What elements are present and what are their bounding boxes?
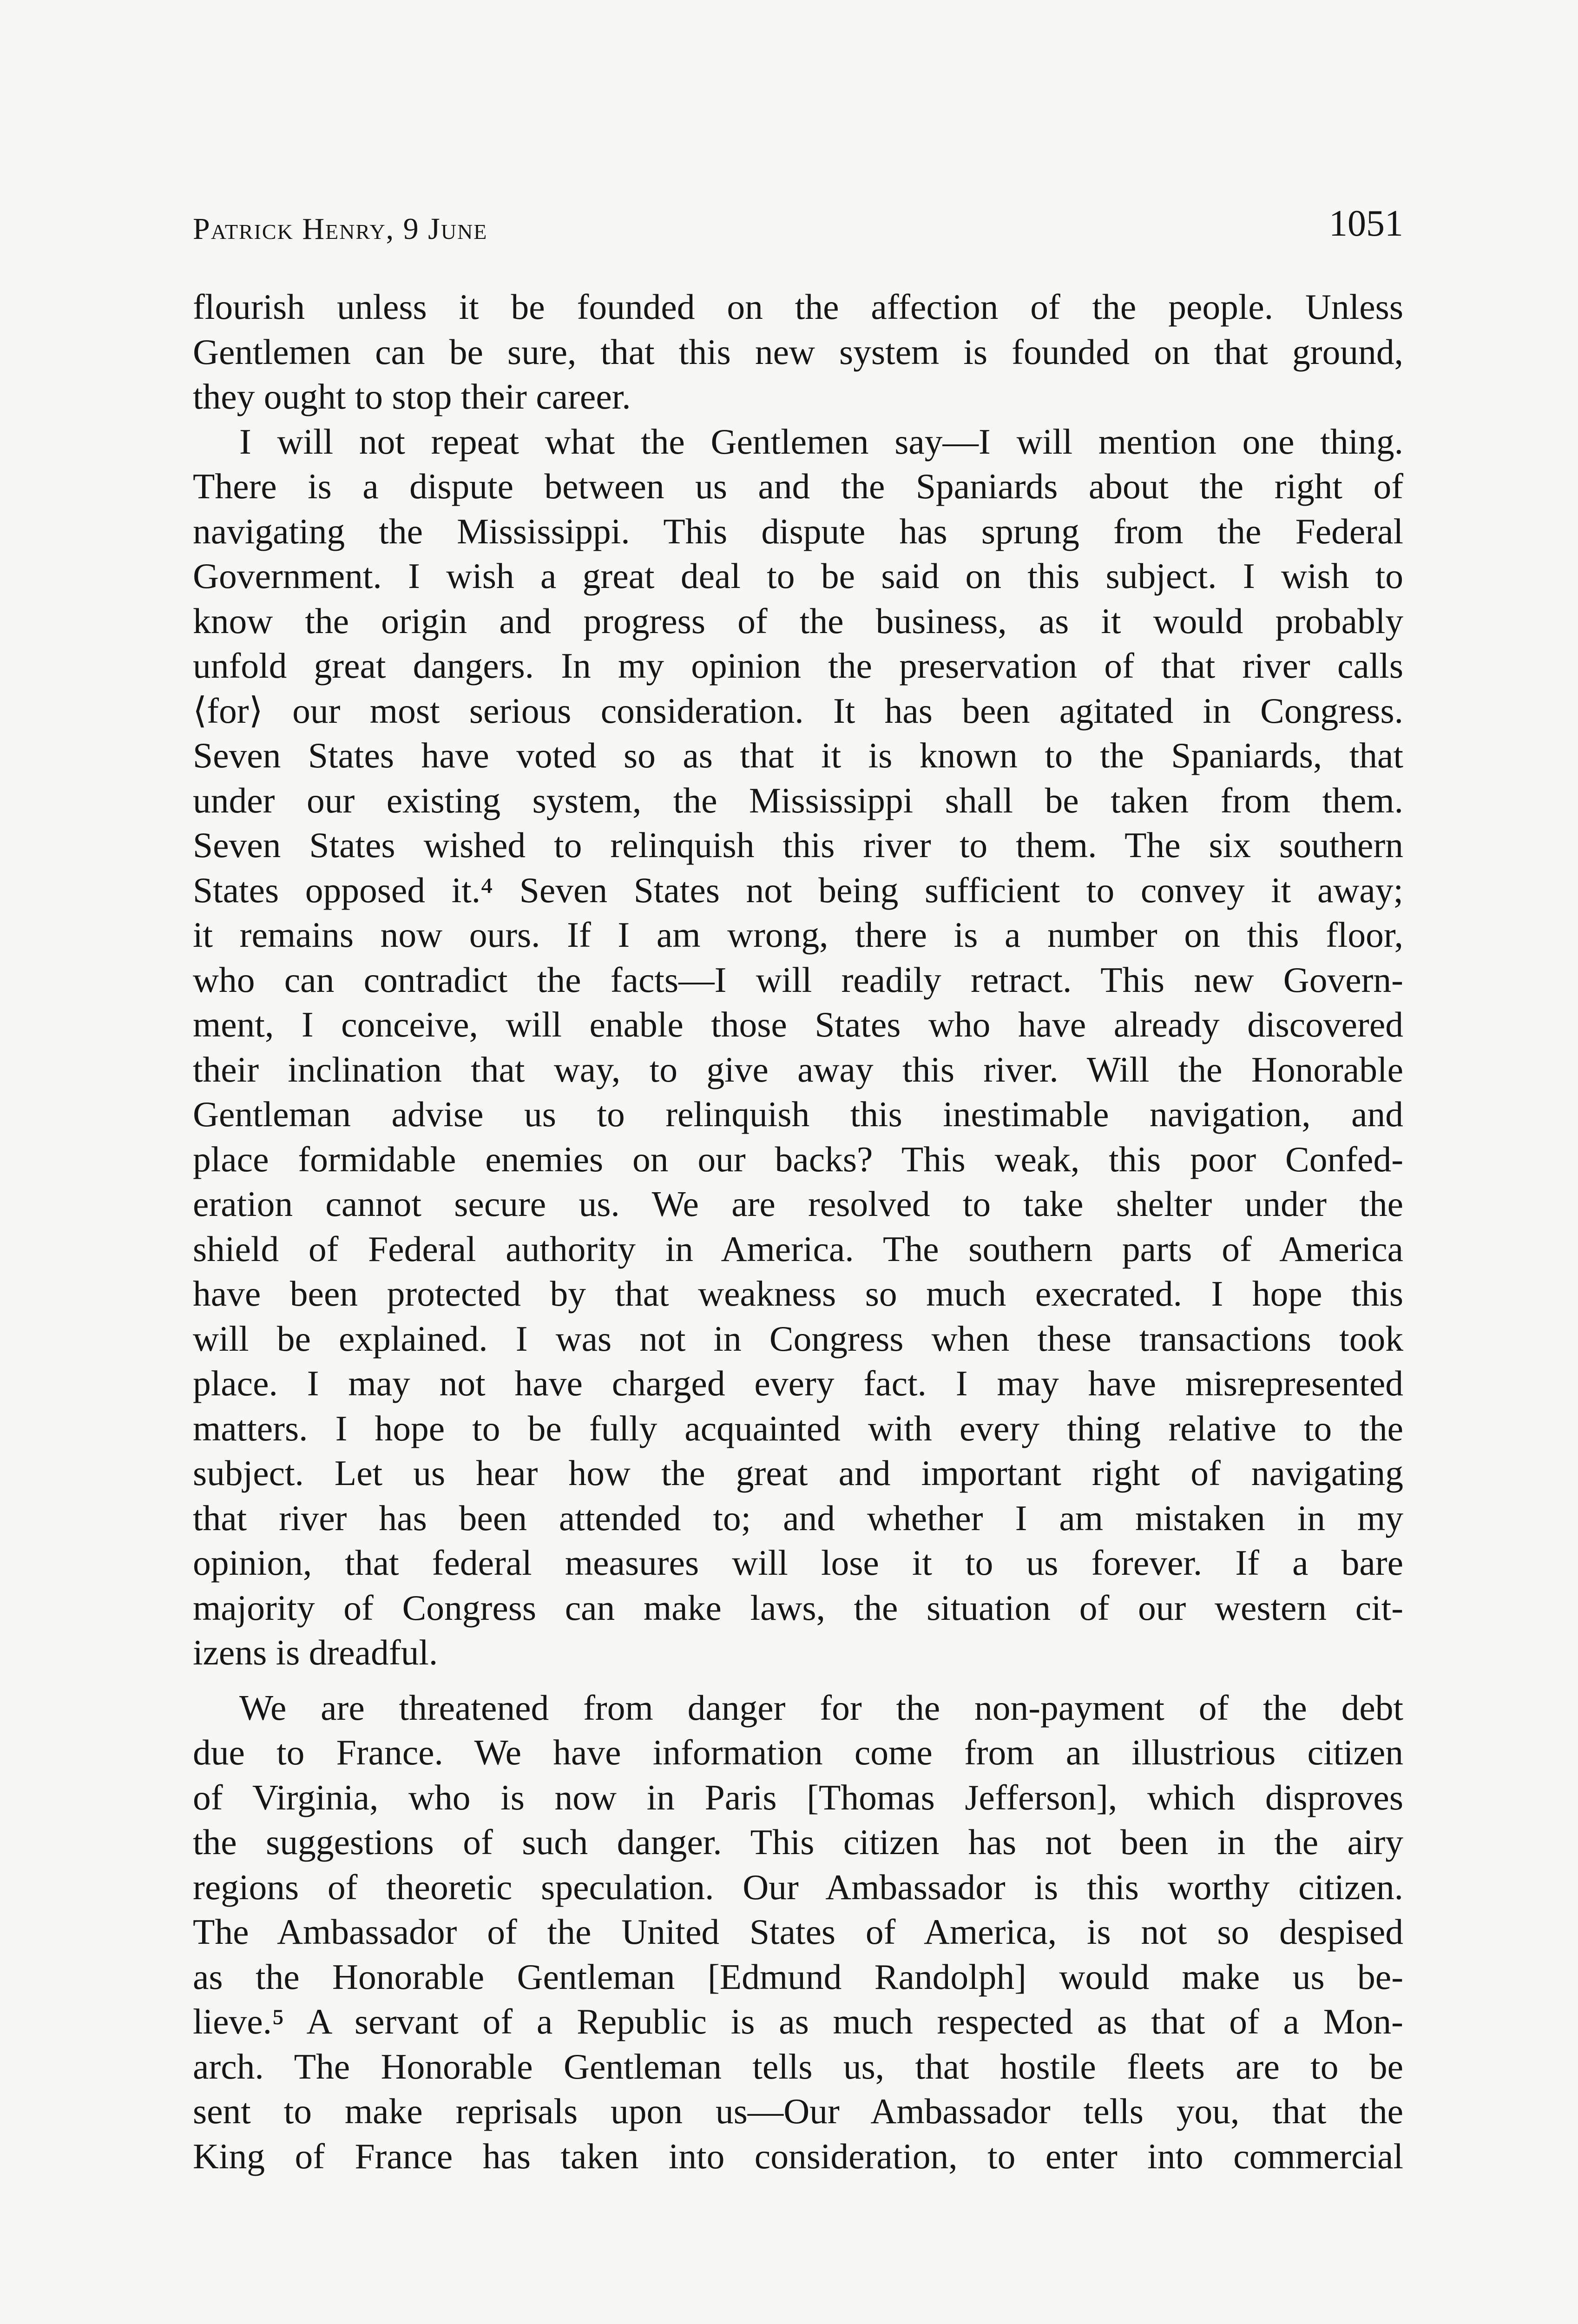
text-line: who can contradict the facts—I will readily retract. This new Govern- [193, 959, 1403, 1000]
text-line: Gentleman advise us to relinquish this inestimable navigation, and [193, 1094, 1403, 1134]
body-text [193, 284, 1403, 2179]
text-line: have been protected by that weakness so much execrated. I hope this [193, 1274, 1403, 1314]
text-line: majority of Congress can make laws, the situation of our western cit- [193, 1587, 1403, 1628]
text-line: Government. I wish a great deal to be said on this subject. I wish to [193, 556, 1403, 596]
text-line: due to France. We have information come from an illustrious citizen [193, 1732, 1403, 1772]
text-line: unfold great dangers. In my opinion the preservation of that river calls [193, 646, 1403, 686]
text-line: Seven States have voted so as that it is known to the Spaniards, that [193, 735, 1403, 775]
text-line: I will not repeat what the Gentlemen say—I will mention one thing. [239, 421, 1403, 462]
text-line: regions of theoretic speculation. Our Ambassador is this worthy citizen. [193, 1867, 1403, 1907]
text-line: sent to make reprisals upon us—Our Ambassador tells you, that the [193, 2091, 1403, 2131]
text-line: The Ambassador of the United States of America, is not so despised [193, 1912, 1403, 1952]
text-line: navigating the Mississippi. This dispute has sprung from the Federal [193, 511, 1403, 551]
text-line: arch. The Honorable Gentleman tells us, that hostile fleets are to be [193, 2046, 1403, 2086]
text-line: under our existing system, the Mississippi shall be taken from them. [193, 780, 1403, 820]
text-line: place. I may not have charged every fact. I may have misrepresented [193, 1363, 1403, 1403]
text-line: matters. I hope to be fully acquainted with every thing relative to the [193, 1408, 1403, 1448]
text-line: their inclination that way, to give away this river. Will the Honorable [193, 1049, 1403, 1089]
text-line: subject. Let us hear how the great and important right of navigating [193, 1453, 1403, 1493]
text-line: opinion, that federal measures will lose it to us forever. If a bare [193, 1543, 1403, 1583]
running-title: Patrick Henry, 9 June [193, 212, 488, 246]
text-line: Gentlemen can be sure, that this new system is founded on that ground, [193, 331, 1403, 372]
page-number: 1051 [1329, 203, 1403, 244]
text-line: eration cannot secure us. We are resolved to take shelter under the [193, 1184, 1403, 1224]
running-head [193, 204, 1403, 255]
text-line: flourish unless it be founded on the affection of the people. Unless [193, 287, 1403, 327]
text-line: Seven States wished to relinquish this river to them. The six southern [193, 825, 1403, 865]
text-line: lieve.⁵ A servant of a Republic is as much respected as that of a Mon- [193, 2001, 1403, 2041]
text-line: King of France has taken into consideration, to enter into commercial [193, 2136, 1403, 2176]
text-line: place formidable enemies on our backs? This weak, this poor Confed- [193, 1139, 1403, 1179]
text-line: ⟨for⟩ our most serious consideration. It has been agitated in Congress. [193, 690, 1403, 731]
text-line: will be explained. I was not in Congress when these transactions took [193, 1318, 1403, 1359]
text-line: it remains now ours. If I am wrong, there is a number on this floor, [193, 915, 1403, 955]
text-line: know the origin and progress of the business, as it would probably [193, 601, 1403, 641]
text-line: States opposed it.⁴ Seven States not being sufficient to convey it away; [193, 870, 1403, 910]
text-line: the suggestions of such danger. This citizen has not been in the airy [193, 1822, 1403, 1862]
text-line: We are threatened from danger for the non-payment of the debt [239, 1687, 1403, 1728]
text-line: ment, I conceive, will enable those States who have already discovered [193, 1004, 1403, 1044]
text-line: shield of Federal authority in America. The southern parts of America [193, 1228, 1403, 1269]
text-line: that river has been attended to; and whether I am mistaken in my [193, 1498, 1403, 1538]
text-line: of Virginia, who is now in Paris [Thomas Jefferson], which disproves [193, 1777, 1403, 1817]
text-line: There is a dispute between us and the Spaniards about the right of [193, 466, 1403, 506]
text-line: as the Honorable Gentleman [Edmund Randolph] would make us be- [193, 1956, 1403, 1997]
text-line: izens is dreadful. [193, 1632, 438, 1672]
text-line: they ought to stop their career. [193, 376, 631, 416]
